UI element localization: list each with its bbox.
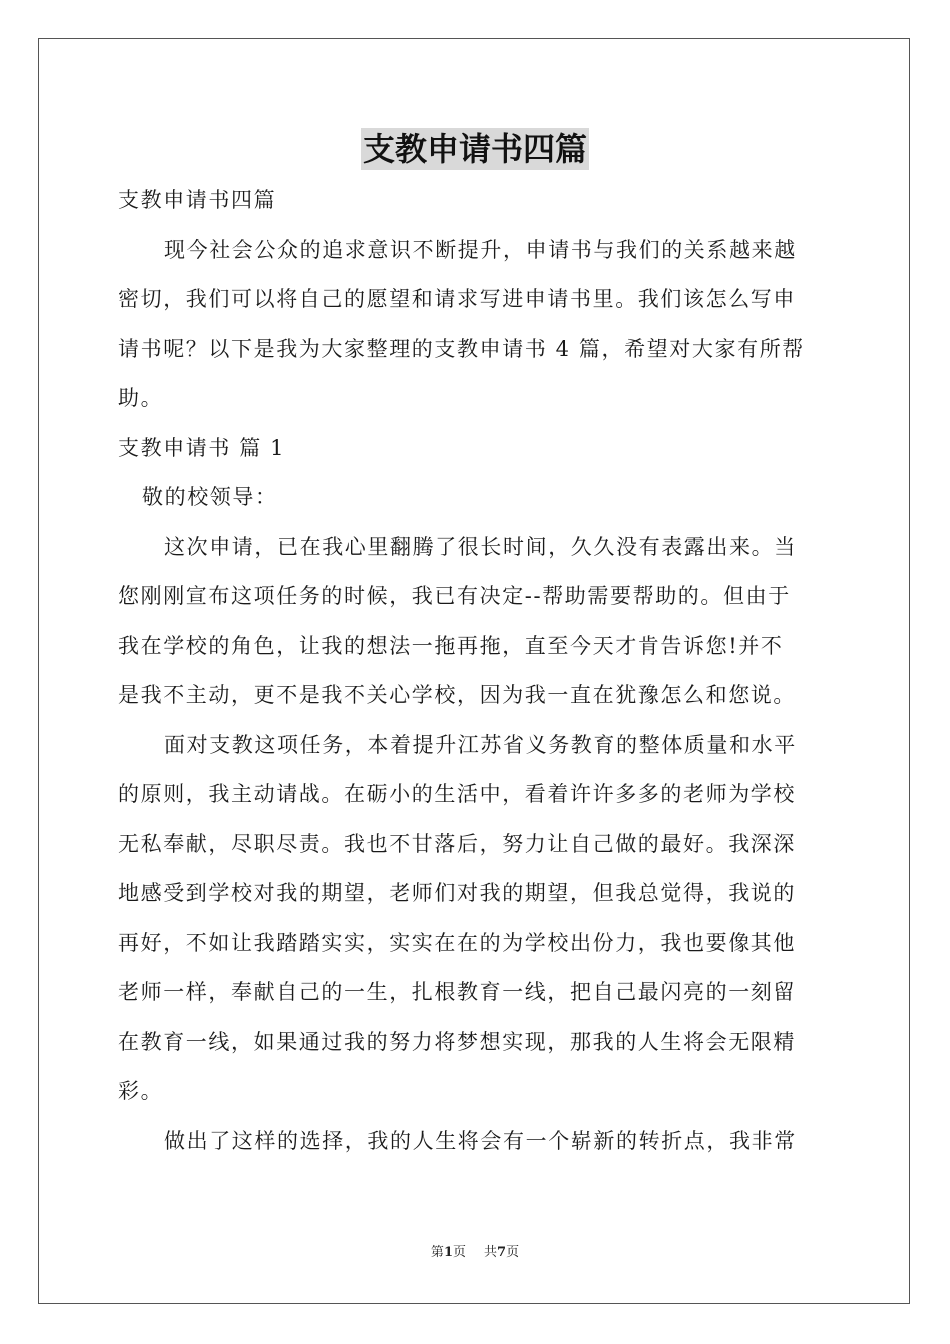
total-pages: 7 xyxy=(497,1245,507,1260)
text-line: 再好，不如让我踏踏实实，实实在在的为学校出份力，我也要像其他 xyxy=(118,930,796,955)
page-footer xyxy=(0,1244,950,1262)
text-line: 我在学校的角色，让我的想法一拖再拖，直至今天才肯告诉您!并不 xyxy=(118,633,784,658)
text-line: 面对支教这项任务，本着提升江苏省义务教育的整体质量和水平 xyxy=(164,732,797,757)
document-body xyxy=(118,176,832,1166)
total-suffix: 页 xyxy=(506,1245,520,1260)
text-line: 地感受到学校对我的期望，老师们对我的期望，但我总觉得，我说的 xyxy=(118,881,796,905)
text-line: 助。 xyxy=(118,386,164,410)
page-prefix: 第 xyxy=(430,1245,444,1260)
text-line: 彩。 xyxy=(118,1079,164,1103)
text-line: 您刚刚宣布这项任务的时候，我已有决定--帮助需要帮助的。但由于 xyxy=(118,584,791,608)
text-line: 老师一样，奉献自己的一生，扎根教育一线，把自己最闪亮的一刻留 xyxy=(118,980,796,1004)
text-line: 现今社会公众的追求意识不断提升，申请书与我们的关系越来越 xyxy=(164,237,797,262)
text-line: 在教育一线，如果通过我的努力将梦想实现，那我的人生将会无限精 xyxy=(118,1029,796,1054)
text-line: 这次申请，已在我心里翻腾了很长时间，久久没有表露出来。当 xyxy=(164,534,797,559)
text-line: 支教申请书四篇 xyxy=(118,188,277,212)
text-line: 密切，我们可以将自己的愿望和请求写进申请书里。我们该怎么写申 xyxy=(118,287,796,311)
text-line: 做出了这样的选择，我的人生将会有一个崭新的转折点，我非常 xyxy=(164,1128,797,1153)
text-line: 无私奉献，尽职尽责。我也不甘落后，努力让自己做的最好。我深深 xyxy=(118,831,796,856)
title-container xyxy=(0,128,950,170)
total-prefix: 共 xyxy=(484,1245,498,1260)
document-title: 支教申请书四篇 xyxy=(362,130,587,168)
text-line: 是我不主动，更不是我不关心学校，因为我一直在犹豫怎么和您说。 xyxy=(118,683,796,707)
page-number: 1 xyxy=(443,1245,453,1260)
text-line: 支教申请书 篇 1 xyxy=(118,435,286,460)
text-line: 敬的校领导： xyxy=(142,485,278,509)
text-line: 请书呢？以下是我为大家整理的支教申请书 4 篇，希望对大家有所帮 xyxy=(118,336,805,361)
page-suffix: 页 xyxy=(452,1245,466,1260)
text-line: 的原则，我主动请战。在砺小的生活中，看着许许多多的老师为学校 xyxy=(118,782,796,806)
